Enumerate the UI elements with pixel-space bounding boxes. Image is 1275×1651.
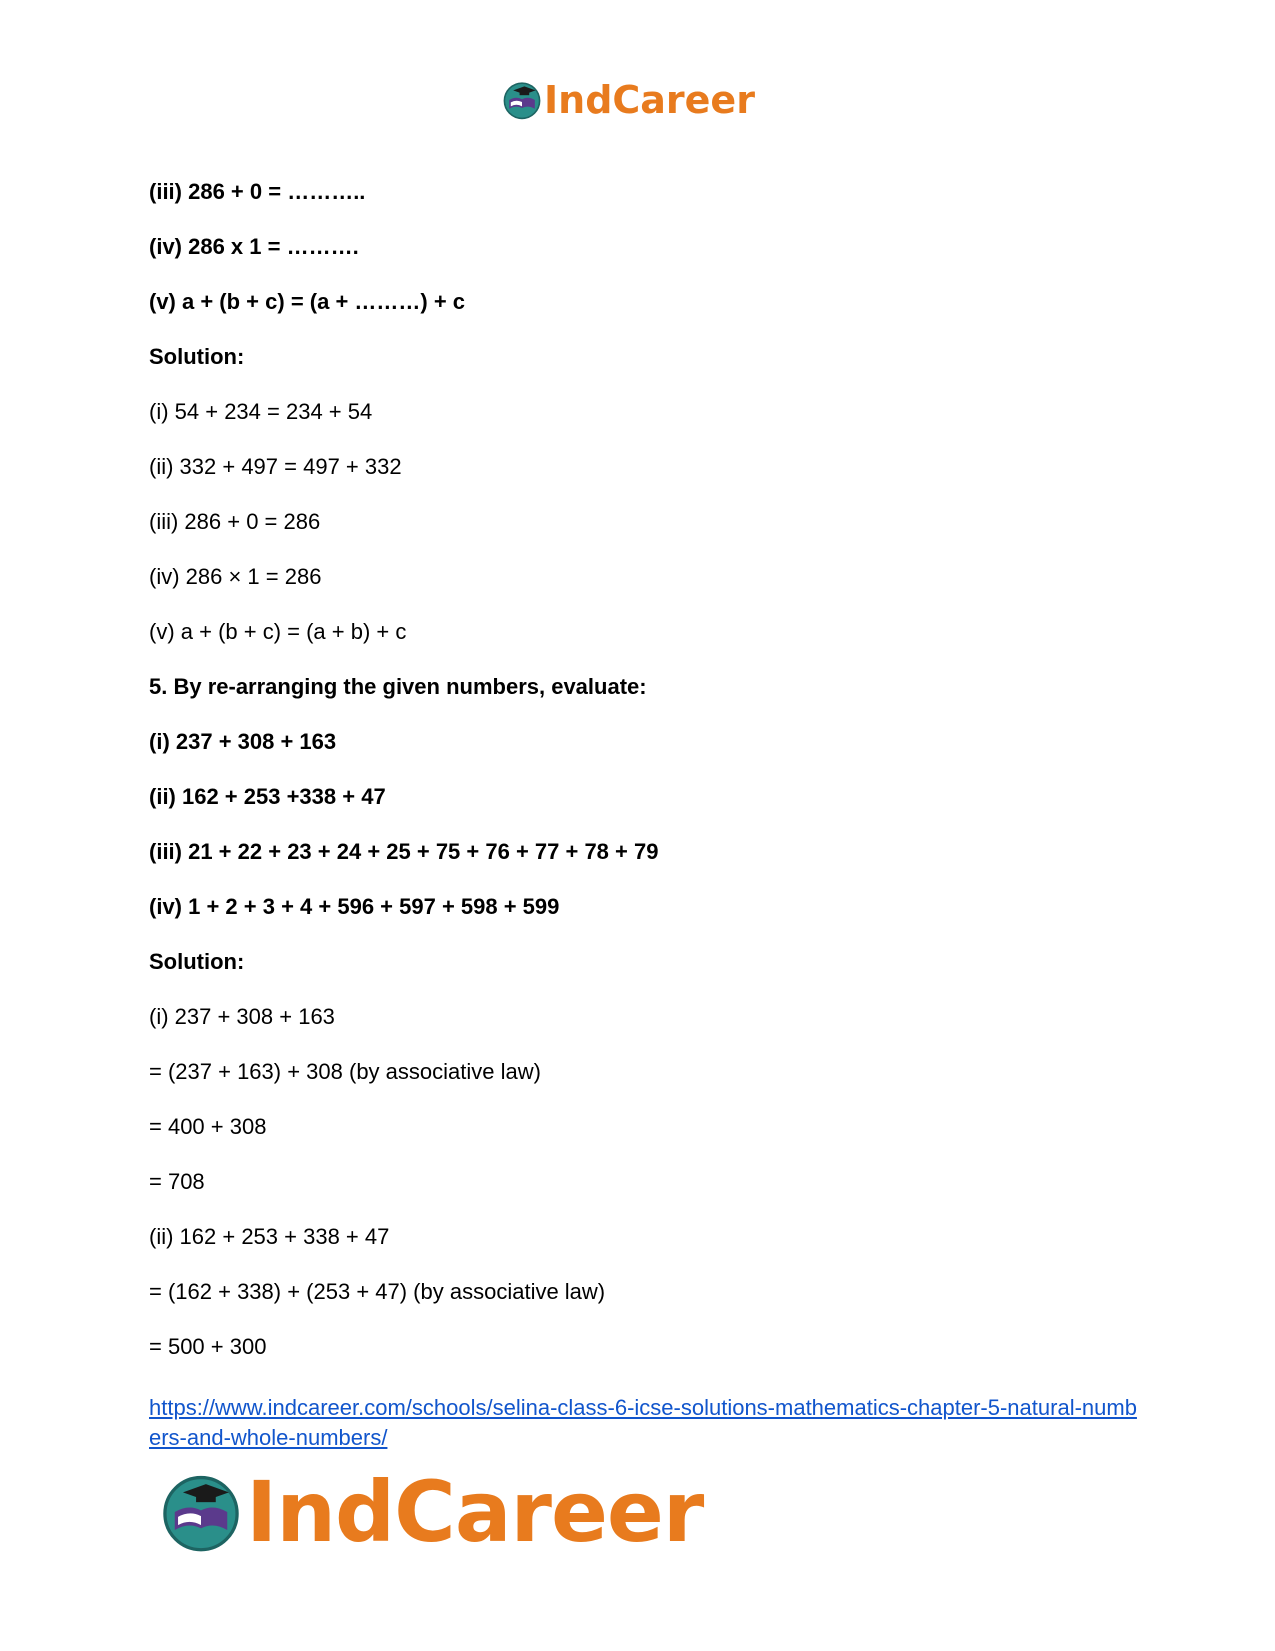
solution-line: (ii) 162 + 253 + 338 + 47 (149, 1224, 390, 1249)
solution-line: (i) 54 + 234 = 234 + 54 (149, 399, 373, 424)
solution-line: (v) a + (b + c) = (a + b) + c (149, 619, 407, 644)
question-line: (v) a + (b + c) = (a + ………) + c (149, 289, 466, 314)
globe-book-icon (502, 80, 542, 120)
question-line: 5. By re-arranging the given numbers, evaluate: (149, 674, 647, 699)
solution-line: (ii) 332 + 497 = 497 + 332 (149, 454, 402, 479)
solution-line: = 400 + 308 (149, 1114, 267, 1139)
question-line: (iii) 21 + 22 + 23 + 24 + 25 + 75 + 76 + 77 + 78 + 79 (149, 839, 659, 864)
logo-wordmark: IndCareer (246, 1463, 704, 1561)
question-line: Solution: (149, 949, 245, 974)
header-logo (502, 80, 755, 120)
question-line: (ii) 162 + 253 +338 + 47 (149, 784, 386, 809)
source-url-link[interactable]: https://www.indcareer.com/schools/selina-class-6-icse-solutions-mathematics-chapter-5-natural-numbers-and-whole-numbers/ (149, 1395, 1137, 1450)
globe-book-icon (160, 1471, 242, 1553)
solution-line: = 708 (149, 1169, 205, 1194)
solution-line: = (162 + 338) + (253 + 47) (by associative law) (149, 1279, 606, 1304)
document-body (149, 170, 1149, 1380)
footer-logo (160, 1463, 704, 1561)
question-line: Solution: (149, 344, 245, 369)
question-line: (i) 237 + 308 + 163 (149, 729, 337, 754)
text-lines (149, 170, 1149, 1380)
question-line: (iv) 1 + 2 + 3 + 4 + 596 + 597 + 598 + 599 (149, 894, 560, 919)
solution-line: = (237 + 163) + 308 (by associative law) (149, 1059, 541, 1084)
question-line: (iii) 286 + 0 = ……….. (149, 179, 366, 204)
solution-line: (iii) 286 + 0 = 286 (149, 509, 321, 534)
logo-wordmark: IndCareer (544, 78, 755, 122)
question-line: (iv) 286 x 1 = ………. (149, 234, 359, 259)
solution-line: (iv) 286 × 1 = 286 (149, 564, 322, 589)
solution-line: (i) 237 + 308 + 163 (149, 1004, 335, 1029)
solution-line: = 500 + 300 (149, 1334, 267, 1359)
